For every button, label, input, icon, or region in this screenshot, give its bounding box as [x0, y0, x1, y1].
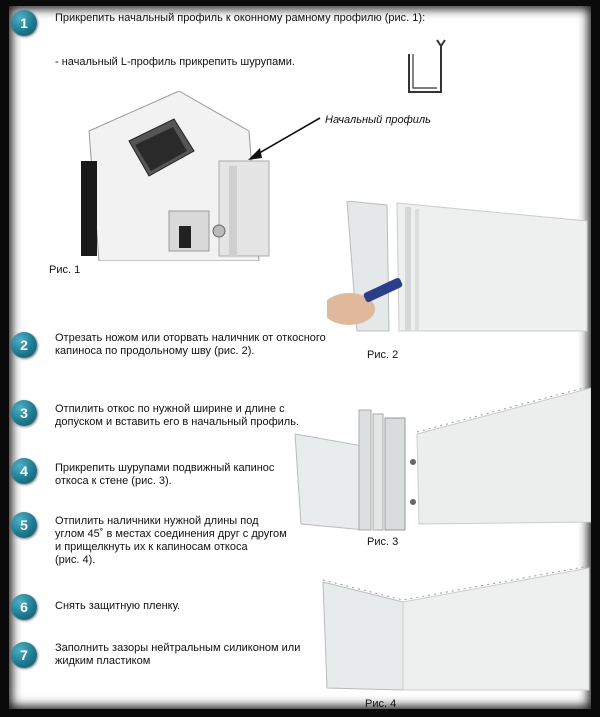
- figure-2-panel-cutting-image: [327, 201, 591, 336]
- figure-3-slope-install-image: [293, 384, 591, 534]
- figure-3-caption: Рис. 3: [367, 536, 399, 548]
- step-text: Заполнить зазоры нейтральным силиконом или жидким пластиком: [55, 642, 301, 667]
- step-text: Прикрепить начальный профиль к оконному рамному профилю (рис. 1):: [55, 12, 426, 24]
- step-number-badge: 2: [11, 332, 37, 358]
- step-text: Отрезать ножом или оторвать наличник от откосного капиноса по продольному шву (рис. 2).: [55, 332, 326, 357]
- step-number-badge: 5: [11, 512, 37, 538]
- step-text: Снять защитную пленку.: [55, 600, 181, 612]
- step-number-badge: 1: [11, 10, 37, 36]
- l-profile-diagram: [401, 36, 451, 98]
- figure-2-caption: Рис. 2: [367, 349, 399, 361]
- step-number-badge: 7: [11, 642, 37, 668]
- step-number-badge: 6: [11, 594, 37, 620]
- step-number-badge: 3: [11, 400, 37, 426]
- callout-label: Начальный профиль: [325, 114, 431, 126]
- callout-arrow: [244, 114, 324, 164]
- step-text: Отпилить наличники нужной длины под углом 45˚ в местах соединения друг с другом и прищелкнуть их к капиносам откоса (рис. 4).: [55, 515, 287, 566]
- step-number-badge: 4: [11, 458, 37, 484]
- instruction-sheet: [9, 6, 591, 709]
- figure-1-caption: Рис. 1: [49, 264, 81, 276]
- step-text: Прикрепить шурупами подвижный капинос откоса к стене (рис. 3).: [55, 462, 275, 487]
- sub-note: - начальный L-профиль прикрепить шурупами.: [55, 56, 295, 68]
- step-text: Отпилить откос по нужной ширине и длине с допуском и вставить его в начальный профиль.: [55, 403, 299, 428]
- figure-4-caption: Рис. 4: [365, 698, 397, 710]
- figure-4-trim-corner-image: [319, 562, 591, 692]
